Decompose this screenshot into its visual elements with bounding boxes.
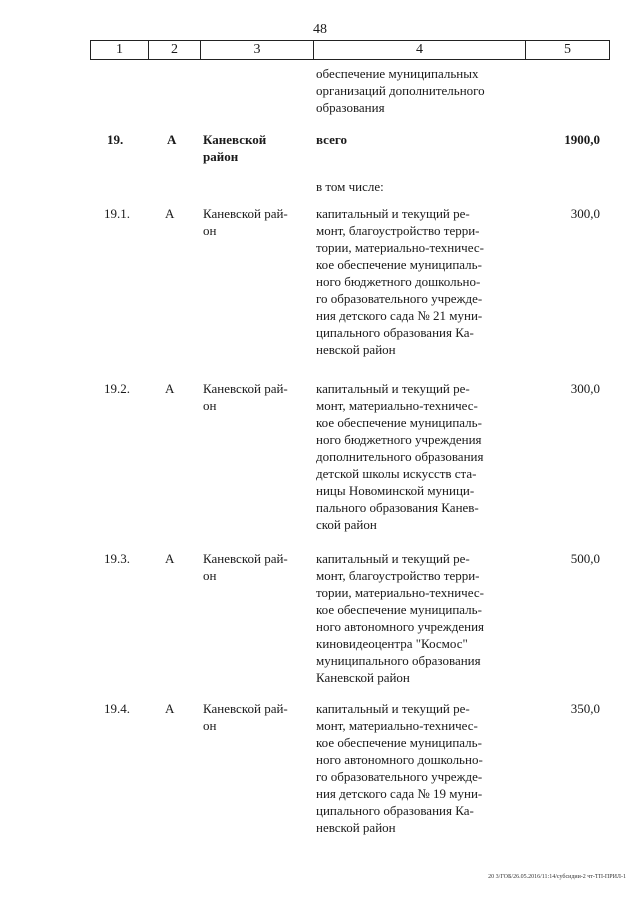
text-line: монт, благоустройство терри- xyxy=(316,568,480,583)
row-amount: 500,0 xyxy=(570,551,600,566)
row-description xyxy=(316,380,516,533)
text-line: монт, благоустройство терри- xyxy=(316,223,480,238)
text-line: ния детского сада № 21 муни- xyxy=(316,308,483,323)
row-district xyxy=(203,700,288,734)
text-line: он xyxy=(203,223,217,238)
column-header-5: 5 xyxy=(526,41,610,60)
row-description xyxy=(316,205,516,358)
continuation-text xyxy=(316,65,516,116)
text-line: киновидеоцентра "Космос" xyxy=(316,636,468,651)
text-line: ской район xyxy=(316,517,377,532)
text-line: он xyxy=(203,568,217,583)
text-line: невской район xyxy=(316,342,396,357)
row-amount: 300,0 xyxy=(570,381,600,396)
row-amount: 350,0 xyxy=(570,701,600,716)
footer-document-code: 20 3/ГОБ/26.05.2016/11:14/субсидии-2 чт-ТП-ПРИЛ-1 xyxy=(488,874,626,880)
text-line: ного автономного учреждения xyxy=(316,619,485,634)
total-row-category: А xyxy=(167,132,177,147)
total-row-label: всего xyxy=(316,132,347,147)
text-line: невской район xyxy=(316,820,396,835)
total-row-amount: 1900,0 xyxy=(564,132,600,147)
text-line: капитальный и текущий ре- xyxy=(316,206,470,221)
text-line: монт, материально-техничес- xyxy=(316,718,478,733)
text-line: ного автономного дошкольно- xyxy=(316,752,483,767)
text-line: ного бюджетного учреждения xyxy=(316,432,482,447)
text-line: образования xyxy=(316,100,385,115)
text-line: капитальный и текущий ре- xyxy=(316,551,470,566)
row-category: А xyxy=(165,381,175,396)
column-header-3: 3 xyxy=(201,41,314,60)
row-number: 19.1. xyxy=(104,206,130,221)
row-description xyxy=(316,550,516,686)
text-line: муниципального образования xyxy=(316,653,481,668)
row-district xyxy=(203,380,288,414)
row-number: 19.3. xyxy=(104,551,130,566)
text-line: ния детского сада № 19 муни- xyxy=(316,786,483,801)
text-line: го образовательного учрежде- xyxy=(316,769,483,784)
text-line: тории, материально-техничес- xyxy=(316,240,484,255)
column-header-4: 4 xyxy=(314,41,526,60)
column-header-1: 1 xyxy=(91,41,149,60)
row-category: А xyxy=(165,206,175,221)
total-row-district xyxy=(203,131,266,165)
text-line: ного бюджетного дошкольно- xyxy=(316,274,481,289)
text-line: ципального образования Ка- xyxy=(316,803,474,818)
text-line: Каневской xyxy=(203,132,267,147)
column-header-2: 2 xyxy=(149,41,201,60)
text-line: пального образования Канев- xyxy=(316,500,479,515)
including-label: в том числе: xyxy=(316,179,384,194)
text-line: обеспечение муниципальных xyxy=(316,66,479,81)
page-number: 48 xyxy=(313,22,327,37)
text-line: организаций дополнительного xyxy=(316,83,485,98)
row-category: А xyxy=(165,551,175,566)
text-line: Каневской рай- xyxy=(203,206,288,221)
text-line: Каневской рай- xyxy=(203,381,288,396)
row-district xyxy=(203,205,288,239)
row-description xyxy=(316,700,516,836)
text-line: ципального образования Ка- xyxy=(316,325,474,340)
text-line: Каневской рай- xyxy=(203,551,288,566)
text-line: дополнительного образования xyxy=(316,449,484,464)
text-line: капитальный и текущий ре- xyxy=(316,701,470,716)
text-line: капитальный и текущий ре- xyxy=(316,381,470,396)
text-line: кое обеспечение муниципаль- xyxy=(316,415,482,430)
text-line: кое обеспечение муниципаль- xyxy=(316,602,482,617)
total-row-number: 19. xyxy=(107,132,124,147)
row-number: 19.4. xyxy=(104,701,130,716)
text-line: детской школы искусств ста- xyxy=(316,466,477,481)
row-district xyxy=(203,550,288,584)
text-line: Каневской район xyxy=(316,670,410,685)
text-line: он xyxy=(203,718,217,733)
text-line: тории, материально-техничес- xyxy=(316,585,484,600)
row-number: 19.2. xyxy=(104,381,130,396)
text-line: ницы Новоминской муници- xyxy=(316,483,475,498)
row-amount: 300,0 xyxy=(570,206,600,221)
row-category: А xyxy=(165,701,175,716)
text-line: го образовательного учрежде- xyxy=(316,291,483,306)
text-line: он xyxy=(203,398,217,413)
text-line: Каневской рай- xyxy=(203,701,288,716)
text-line: монт, материально-техничес- xyxy=(316,398,478,413)
column-number-header xyxy=(90,40,610,60)
text-line: кое обеспечение муниципаль- xyxy=(316,257,482,272)
text-line: район xyxy=(203,149,239,164)
text-line: кое обеспечение муниципаль- xyxy=(316,735,482,750)
